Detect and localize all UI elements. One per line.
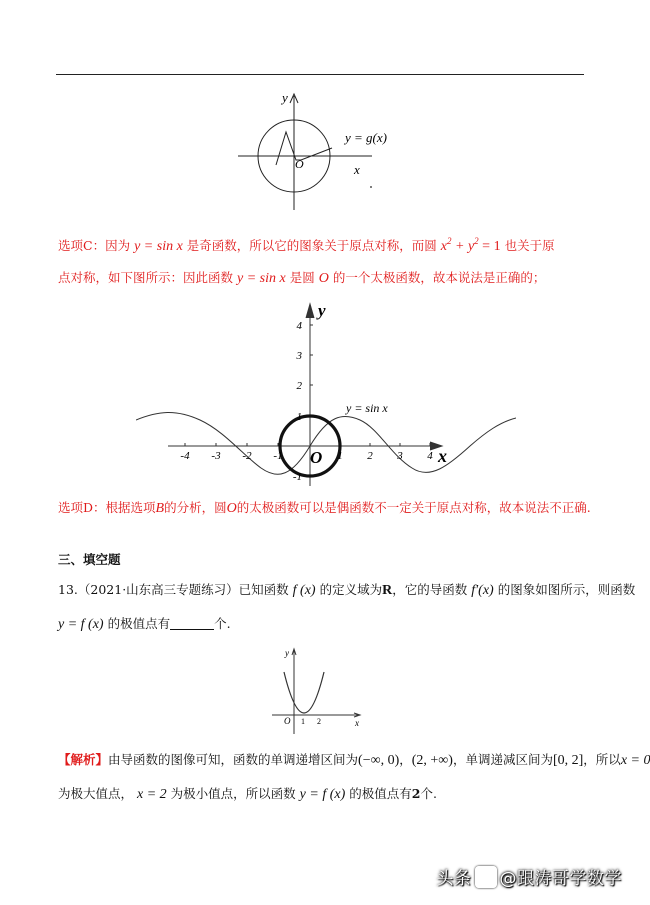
fig1-y-label: y xyxy=(282,90,288,105)
watermark: 头条 @跟涛哥学数学 xyxy=(437,864,623,889)
answer-blank[interactable] xyxy=(170,617,214,630)
fig1-curve-label: y = g(x) xyxy=(345,130,387,145)
fig2-x-tick: 3 xyxy=(397,450,403,462)
fig2-x-tick: -1 xyxy=(273,450,283,462)
fig2-y-tick: 1 xyxy=(296,411,302,423)
fig2-x-label: x xyxy=(438,446,447,466)
fig2-y-arrow xyxy=(306,304,314,318)
figure-1-circle-gx xyxy=(232,88,402,218)
option-d-line: 选项D：根据选项B的分析，圆O的太极函数可以是偶函数不一定关于原点对称，故本说法不正确. xyxy=(58,500,591,516)
option-c-line-1: 选项C：因为 y = sin x 是奇函数，所以它的图象关于原点对称，而圆 $x^2 + y^2 = 1$ 也关于原 xyxy=(58,236,555,254)
figure-2-sinx-circle xyxy=(130,296,520,492)
section-heading: 三、填空题 xyxy=(58,552,121,567)
answer-line-1: 【解析】由导函数的图像可知，函数的单调递增区间为(−∞, 0)，(2, +∞)，单调递减区间为[0, 2]，所以x = 0 xyxy=(58,752,650,768)
q13-line-2: y = f (x) 的极值点有 个. xyxy=(58,616,231,632)
fig2-x-tick: -2 xyxy=(242,450,252,462)
fig3-x-label: x xyxy=(355,718,359,728)
fig2-origin-label: O xyxy=(310,448,323,467)
fig2-y-tick: -1 xyxy=(292,471,302,483)
fig1-curve-gx xyxy=(276,132,332,165)
fig2-y-tick: 4 xyxy=(296,320,302,332)
fig2-y-label: y xyxy=(318,301,326,320)
camera-icon xyxy=(475,866,497,888)
top-rule xyxy=(56,74,584,75)
answer-tag: 【解析】 xyxy=(58,752,109,767)
fig2-x-tick: 4 xyxy=(427,450,433,462)
fig3-tick-2: 2 xyxy=(317,717,321,726)
q13-line-1: 13.（2021·山东高三专题练习）已知函数 f (x) 的定义域为R，它的导函数 f′(x) 的图象如图所示，则函数 xyxy=(58,582,636,598)
fig1-origin-label: O xyxy=(295,157,304,171)
fig3-parabola xyxy=(284,672,324,713)
fig3-y-label: y xyxy=(285,648,289,658)
fig2-x-tick: -3 xyxy=(211,450,221,462)
figure-3-derivative-graph xyxy=(266,644,370,736)
fig1-x-label: x xyxy=(354,162,360,177)
fig2-y-tick: 2 xyxy=(296,380,302,392)
fig3-tick-1: 1 xyxy=(301,717,305,726)
fig2-x-tick: 1 xyxy=(337,450,343,462)
fig2-x-tick: 2 xyxy=(367,450,373,462)
option-c-line-2: 点对称，如下图所示：因此函数 y = sin x 是圆 O 的一个太极函数，故本说法是正确的； xyxy=(58,270,546,286)
fig2-y-tick: 3 xyxy=(296,350,302,362)
answer-line-2: 为极大值点， x = 2 为极小值点，所以函数 y = f (x) 的极值点有2个. xyxy=(58,786,437,802)
fig2-x-tick: -4 xyxy=(180,450,190,462)
fig2-curve-label: y = sin x xyxy=(346,401,388,415)
fig3-origin-label: O xyxy=(284,716,291,726)
fig2-tick-marks xyxy=(185,325,430,476)
